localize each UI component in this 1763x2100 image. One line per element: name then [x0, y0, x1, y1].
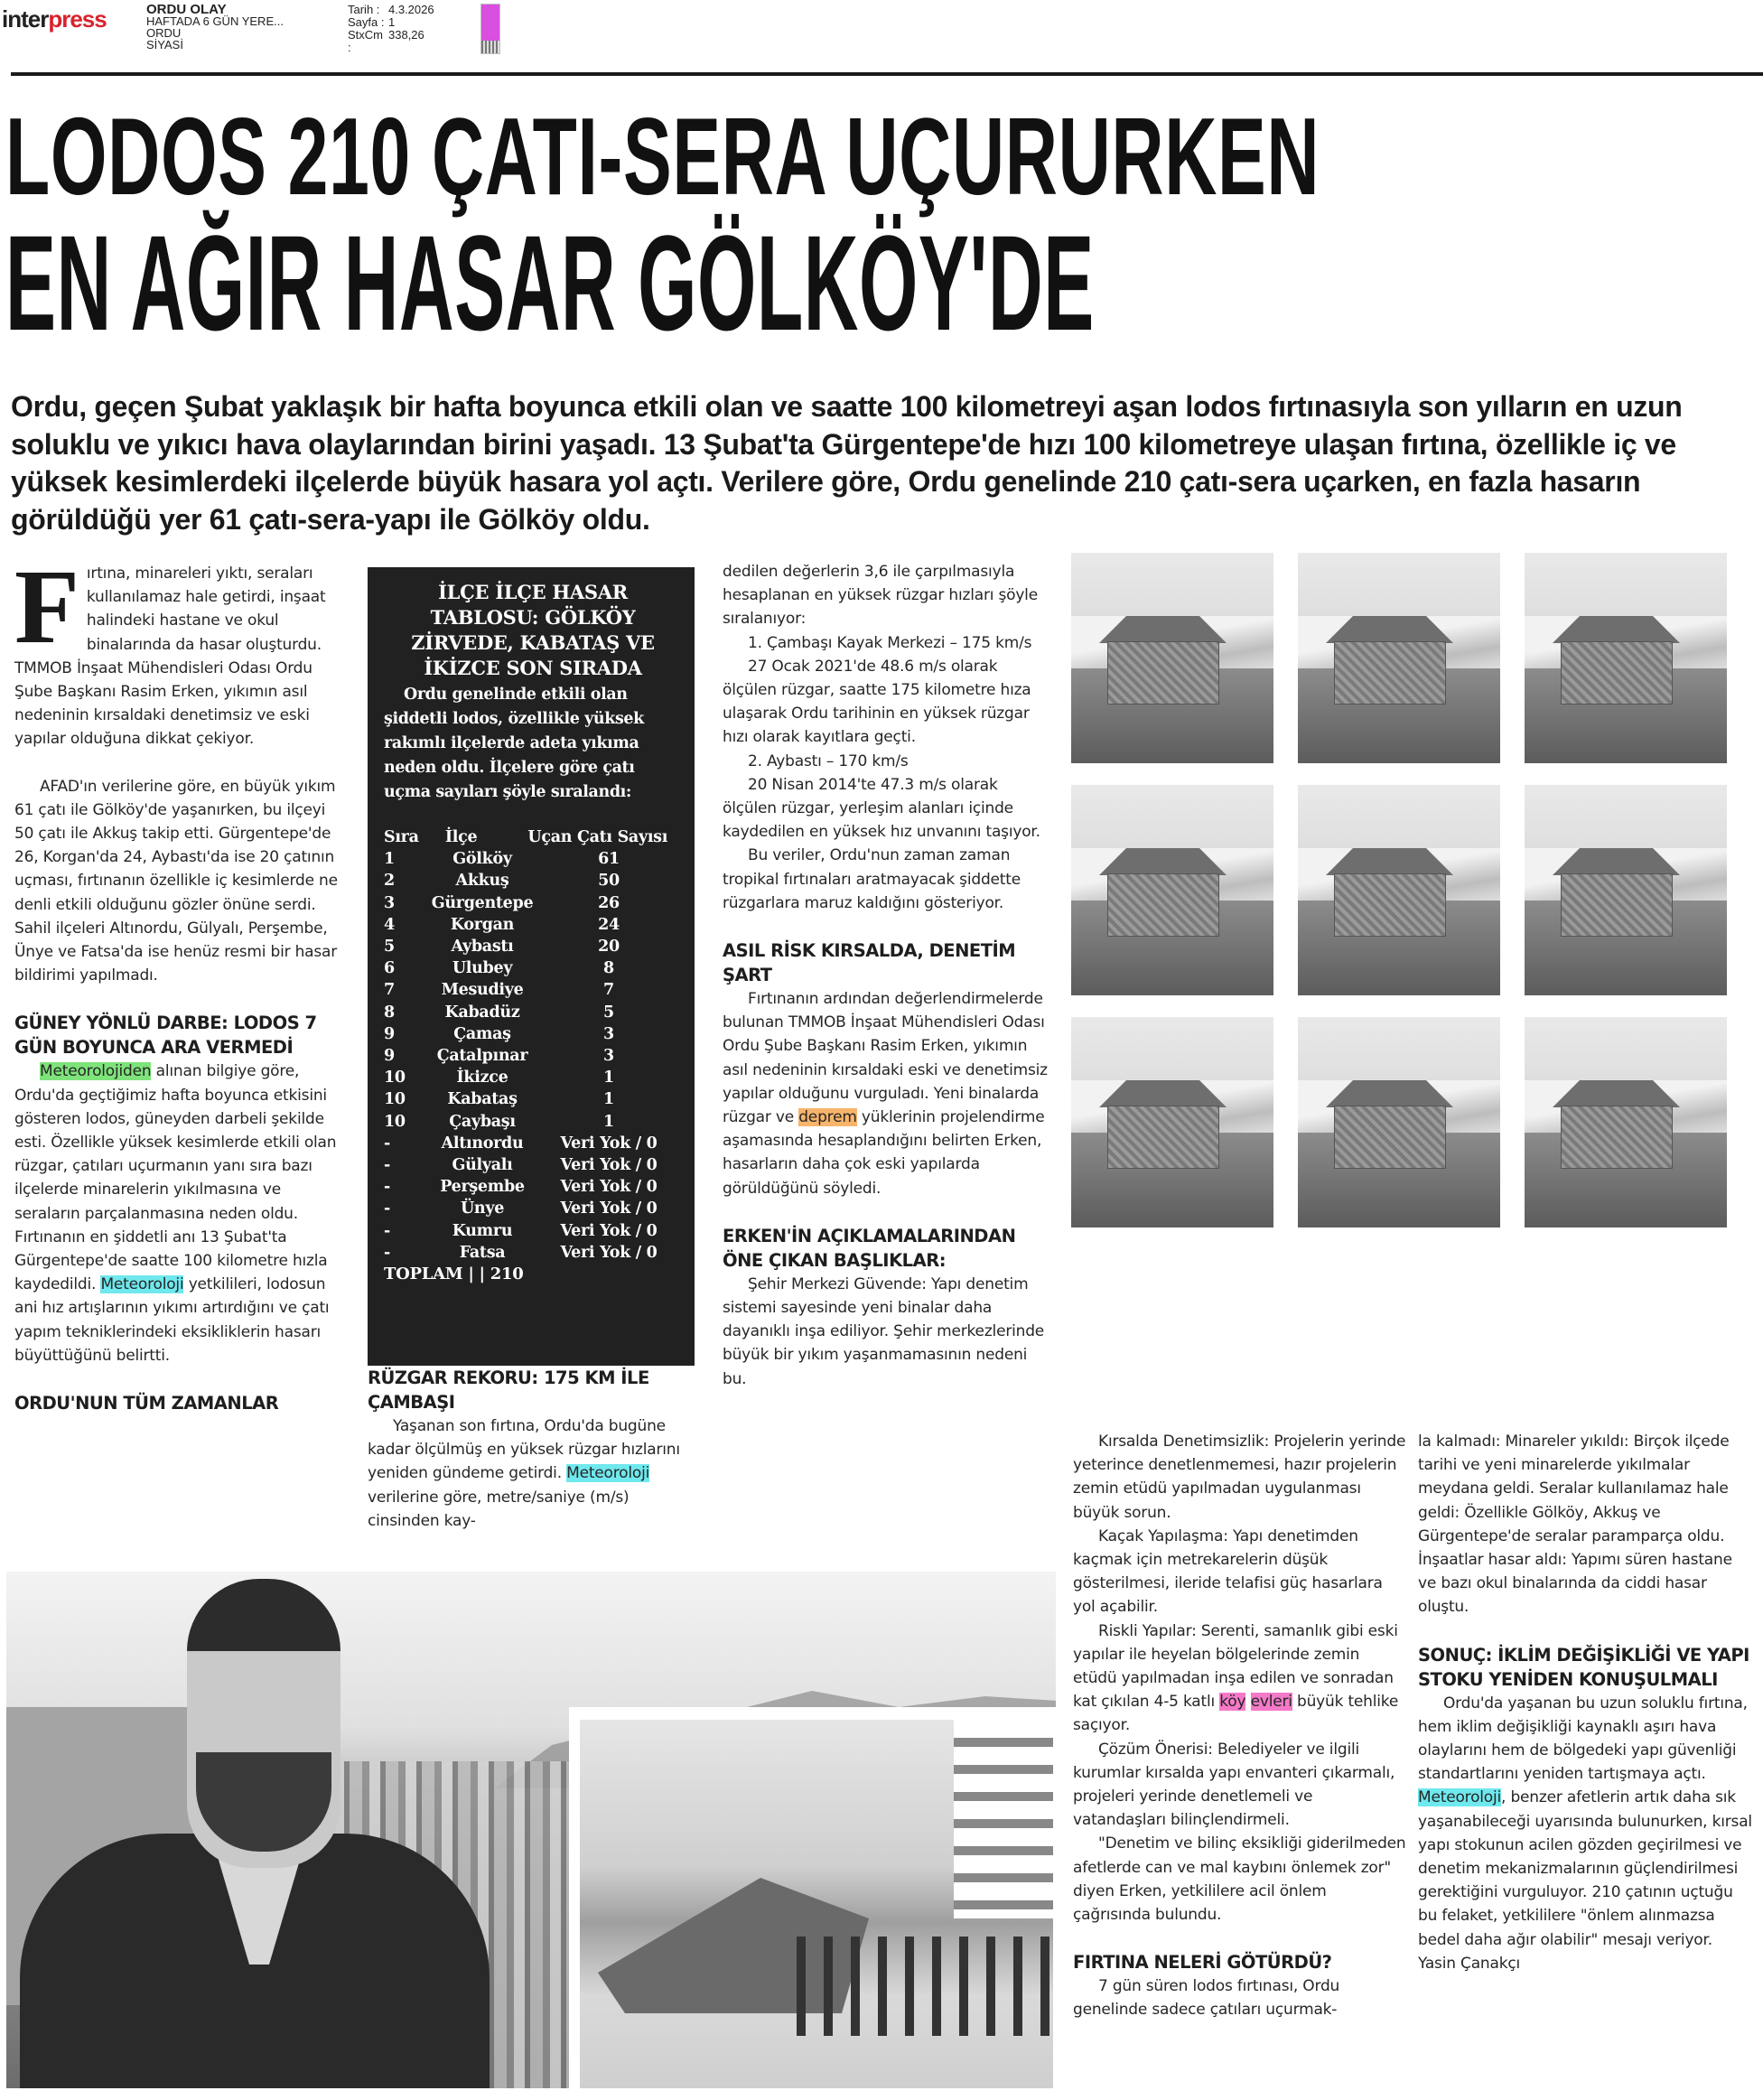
page-value: 1 [388, 15, 396, 29]
clip-meta [348, 4, 434, 54]
district-cell: Çamaş [453, 1024, 511, 1043]
district-cell: Gülyalı [452, 1156, 513, 1175]
damage-table-row [384, 1023, 682, 1045]
highlight-meteoroloji: Meteoroloji [100, 1275, 184, 1294]
paragraph: Şehir Merkezi Güvende: Yapı denetim sistemi sayesinde yeni binalar daha dayanıklı inşa ediliyor. Şehir merkezlerinde büyük bir yıkım yaşanmamasının nedeni bu. [723, 1274, 1045, 1388]
column-5 [1418, 1430, 1752, 1975]
paragraph: 20 Nisan 2014'te 47.3 m/s olarak ölçülen rüzgar, yerleşim alanları içinde kaydedilen en yüksek hız unvanını taşıyor. [723, 775, 1040, 842]
damage-table-total: TOPLAM | | 210 [384, 1265, 524, 1284]
district-cell: Kabadüz [444, 1003, 520, 1022]
clipping-header [0, 0, 1763, 72]
damage-table-row [384, 914, 682, 936]
subheading: FIRTINA NELERİ GÖTÜRDÜ? [1073, 1952, 1332, 1974]
damage-table-row [384, 1198, 682, 1219]
district-cell: Fatsa [459, 1243, 506, 1262]
count-cell: 26 [598, 893, 620, 912]
count-cell: 61 [598, 850, 620, 869]
rank-cell: 1 [384, 850, 395, 869]
district-cell: Kumru [452, 1221, 513, 1240]
photo-destroyed-village-house-snow [1298, 553, 1500, 763]
col-header-count: Uçan Çatı Sayısı [527, 828, 668, 846]
col-header-district: İlçe [444, 828, 478, 846]
paragraph: Riskli Yapılar: Serenti, samanlık gibi eski yapılar ile heyelan bölgelerinde zemin etüdü yapılmadan inşa edilen ve sonradan kat çıkılan 4-5 katlı köy evleri büyük tehlike saçıyor. [1073, 1621, 1399, 1735]
paragraph: Meteorolojiden alınan bilgiye göre, Ordu'da geçtiğimiz hafta boyunca etkisini gösteren lodos, güneyden darbeli şekilde esti. Özellikle yüksek kesimlerde etkili olan rüzgar, çatıları uçurmanın yanı sıra bazı ilçelerde minarelerin yıkılmasına ve seraların parçalanmasına neden oldu. Fırtınanın en şiddetli anı 13 Şubat'ta Gürgentepe'de saatte 100 kilometre hızla kaydedildi. Meteoroloji yetkilileri, lodosun ani hız artışlarının yıkımı artırdığını ve çatı yapım tekniklerindeki eksikliklerin hasarı büyüttüğünü belirtti. [14, 1062, 337, 1365]
paragraph: Kaçak Yapılaşma: Yapı denetimden kaçmak için metrekarelerin düşük gösterilmesi, ileride telafisi güç hasarlara yol açabilir. [1073, 1526, 1383, 1617]
rank-cell: 9 [384, 1024, 395, 1043]
damage-table-row [384, 1002, 682, 1023]
publication-name: ORDU OLAY [146, 2, 227, 17]
record-item-1: 1. Çambaşı Kayak Merkezi – 175 km/s [748, 633, 1032, 652]
paragraph: Fırtınanın ardından değerlendirmelerde bulunan TMMOB İnşaat Mühendisleri Odası Ordu Şube Başkanı Rasim Erken, yıkımın asıl nedeninin kırsaldaki eski ve denetimsiz yapılar olduğunu vurguladı. Yeni binalarda rüzgar ve deprem yüklerinin projelendirme aşamasında hesaplandığını belirten Erken, hasarların daha çok eski yapılarda görüldüğünü söyledi. [723, 990, 1048, 1198]
damage-table-row [384, 979, 682, 1001]
rank-cell: - [384, 1134, 390, 1153]
rank-cell: 9 [384, 1047, 395, 1066]
paragraph: Çözüm Önerisi: Belediyeler ve ilgili kurumlar kırsalda yapı envanteri çıkarmalı, projeleri yerinde denetlemeli ve vatandaşları bilinçlendirmeli. [1073, 1740, 1395, 1830]
district-cell: Mesudiye [441, 981, 524, 1000]
count-cell: 1 [603, 1090, 614, 1109]
publication-info [146, 4, 284, 51]
photo-stone-house-roof-torn [1071, 785, 1273, 995]
paragraph: dedilen değerlerin 3,6 ile çarpılmasıyla hesaplanan en yüksek rüzgar hızları şöyle sıralanıyor: [723, 563, 1038, 629]
highlight-meteoroloji: Meteoroloji [1418, 1788, 1502, 1807]
paragraph: "Denetim ve bilinç eksikliği giderilmeden afetlerde can ve mal kaybını önlemek zor" diyen Erken, yetkililere acil önlem çağrısında bulundu. [1073, 1834, 1406, 1925]
paragraph: 7 gün süren lodos fırtınası, Ordu genelinde sadece çatıları uçurmak- [1073, 1977, 1340, 2020]
photo-collapsed-barn-in-valley [1298, 785, 1500, 995]
paragraph: AFAD'ın verilerine göre, en büyük yıkım 61 çatı ile Gölköy'de yaşanırken, bu ilçeyi 50 çatı ile Akkuş takip etti. Gürgentepe'de 26, Korgan'da 24, Aybastı'da ise 20 çatının uçması, fırtınanın özellikle iç kesimlerde ne denli etkili olduğunu gözler önüne serdi. Sahil ilçeleri Altınordu, Gülyalı, Perşembe, Ünye ve Fatsa'da ise henüz resmi bir hasar bildirimi yapılmadı. [14, 777, 338, 985]
subheading: GÜNEY YÖNLÜ DARBE: LODOS 7 GÜN BOYUNCA ARA VERMEDİ [14, 1013, 317, 1059]
rank-cell: - [384, 1243, 390, 1262]
damage-table [384, 826, 682, 1285]
record-item-2: 2. Aybastı – 170 km/s [748, 751, 909, 770]
inset-photo-collapsed-roof [569, 1707, 1062, 2088]
headline [5, 93, 1758, 359]
damage-table-row [384, 892, 682, 914]
paragraph: Fırtına, minareleri yıktı, seraları kullanılamaz hale getirdi, inşaat halindeki hastane ve okul binalarında da hasar oluşturdu. TMMOB İnşaat Mühendisleri Odası Ordu Şube Başkanı Rasim Erken, yıkımın asıl nedeninin kırsaldaki denetimsiz ve eski yapılar olduğuna dikkat çekiyor. [14, 547, 326, 749]
district-cell: Kabataş [447, 1090, 518, 1109]
paragraph: Yaşanan son fırtına, Ordu'da bugüne kadar ölçülmüş en yüksek rüzgar hızlarını yeniden gündeme getirdi. Meteoroloji verilerine göre, metre/saniye (m/s) cinsinden kay- [368, 1417, 680, 1530]
photo-house-with-exposed-roof-frame [1525, 785, 1727, 995]
count-cell: Veri Yok / 0 [560, 1134, 658, 1153]
damage-table-row [384, 1045, 682, 1067]
damage-table-box [368, 567, 695, 1366]
page-thumbnail[interactable] [480, 4, 500, 54]
count-cell: 8 [603, 959, 614, 978]
lead-paragraph: Ordu, geçen Şubat yaklaşık bir hafta boyunca etkili olan ve saatte 100 kilometreyi aşan lodos fırtınasıyla son yılların en uzun soluklu ve yıkıcı hava olaylarından birini yaşadı. 13 Şubat'ta Gürgentepe'de hızı 100 kilometreye ulaşan fırtına, özellikle iç ve yüksek kesimlerdeki ilçelerde büyük hasara yol açtı. Verilere göre, Ordu genelinde 210 çatı-sera uçarken, en fazla hasarın görüldüğü yer 61 çatı-sera-yapı ile Gölköy oldu. [11, 390, 1683, 536]
rank-cell: 10 [384, 1112, 406, 1131]
district-cell: Ulubey [452, 959, 513, 978]
subheading: SONUÇ: İKLİM DEĞİŞİKLİĞİ VE YAPI STOKU YENİDEN KONUŞULMALI [1418, 1644, 1749, 1690]
drop-cap: F [14, 547, 79, 666]
damage-table-title: İLÇE İLÇE HASAR TABLOSU: GÖLKÖY ZİRVEDE, KABATAŞ VE İKİZCE SON SIRADA [411, 581, 655, 679]
subheading: ERKEN'İN AÇIKLAMALARINDAN ÖNE ÇIKAN BAŞLIKLAR: [723, 1225, 1016, 1271]
column-3 [723, 560, 1053, 1391]
paragraph: 27 Ocak 2021'de 48.6 m/s olarak ölçülen rüzgar, saatte 175 kilometre hıza ulaşarak Ordu tarihinin en yüksek rüzgar hızı olarak kayıtlara geçti. [723, 657, 1031, 747]
photo-destroyed-village-house-snow-duplicate [1525, 553, 1727, 763]
photo-white-house-on-snowy-field [1298, 1017, 1500, 1227]
count-cell: Veri Yok / 0 [560, 1156, 658, 1175]
rank-cell: 10 [384, 1090, 406, 1109]
subheading: ORDU'NUN TÜM ZAMANLAR [14, 1393, 279, 1414]
headline-line-2: EN AĞIR HASAR GÖLKÖY'DE [5, 207, 1095, 359]
photo-person [15, 1572, 494, 2088]
damage-table-row [384, 1133, 682, 1154]
damage-table-row [384, 1176, 682, 1198]
rank-cell: 7 [384, 981, 395, 1000]
district-cell: Çaybaşı [449, 1112, 516, 1131]
header-rule [11, 72, 1763, 76]
damage-table-row [384, 870, 682, 891]
headline-line-1: LODOS 210 ÇATI-SERA UÇURURKEN [5, 95, 1320, 218]
damage-table-row [384, 936, 682, 957]
interpress-logo: interpress [2, 5, 107, 33]
damage-table-row [384, 1088, 682, 1110]
highlight-deprem: deprem [798, 1108, 857, 1127]
paragraph: Kırsalda Denetimsizlik: Projelerin yerinde yeterince denetlenmemesi, hazır projelerin zemin etüdü yapılmadan uygulanması büyük sorun. [1073, 1433, 1406, 1522]
count-cell: 1 [603, 1112, 614, 1131]
count-cell: 24 [598, 915, 620, 934]
rank-cell: 10 [384, 1069, 406, 1087]
district-cell: Çatalpınar [436, 1047, 528, 1066]
rank-cell: 6 [384, 959, 395, 978]
rank-cell: - [384, 1221, 390, 1240]
count-cell: Veri Yok / 0 [560, 1221, 658, 1240]
photo-stone-house-damaged-roof-chimney [1525, 1017, 1727, 1227]
count-cell: Veri Yok / 0 [560, 1243, 658, 1262]
rank-cell: 8 [384, 1003, 395, 1022]
stxcm-label: StxCm : [348, 28, 383, 54]
photo-roof-damaged-stone-house [1071, 553, 1273, 763]
count-cell: 1 [603, 1069, 614, 1087]
district-cell: Korgan [450, 915, 515, 934]
rank-cell: 4 [384, 915, 395, 934]
paragraph: Bu veriler, Ordu'nun zaman zaman tropikal fırtınaları aratmayacak şiddette rüzgarlara maruz kaldığını gösteriyor. [723, 846, 1021, 912]
damage-table-row [384, 1220, 682, 1242]
column-2-bottom [368, 1366, 702, 1533]
count-cell: 7 [603, 981, 614, 1000]
rank-cell: - [384, 1156, 390, 1175]
damage-table-row [384, 848, 682, 870]
stxcm-value: 338,26 [388, 28, 424, 42]
district-cell: Akkuş [455, 872, 509, 891]
damage-table-row [384, 1067, 682, 1088]
count-cell: 3 [603, 1047, 614, 1066]
paragraph: la kalmadı: Minareler yıkıldı: Birçok ilçede tarihi ve yeni minarelerde yıkılmalar meydana geldi. Seralar kullanılamaz hale geldi: Özellikle Gölköy, Akkuş ve Gürgentepe'de seralar paramparça oldu. İnşaatlar hasar aldı: Yapımı süren hastane ve bazı okul binalarında da ciddi hasar oluştu. [1418, 1433, 1732, 1617]
damage-table-row [384, 1111, 682, 1133]
count-cell: 5 [603, 1003, 614, 1022]
district-cell: Gürgentepe [431, 893, 534, 912]
district-cell: Perşembe [440, 1178, 525, 1197]
rank-cell: - [384, 1178, 390, 1197]
damage-table-row [384, 1242, 682, 1264]
district-cell: Gölköy [452, 850, 512, 869]
rank-cell: - [384, 1199, 390, 1218]
paragraph: Ordu'da yaşanan bu uzun soluklu fırtına, hem iklim değişikliği kaynaklı aşırı hava olaylarını hem de bölgedeki yapı güvenliği standartlarını yeniden tartışmaya açtı. Meteoroloji, benzer afetlerin artık daha sık yaşanabileceği uyarısında bulunurken, kırsal yapı stokunun acilen gözden geçirilmesi ve denetim mekanizmalarının güçlendirilmesi gerektiğini vurguluyor. 210 çatının uçtuğu bu felaket, yetkililere "önlem alınmazsa bedel daha ağır olabilir" mesajı veriyor. Yasin Çanakçı [1418, 1694, 1752, 1973]
subheading: RÜZGAR REKORU: 175 KM İLE ÇAMBAŞI [368, 1367, 649, 1413]
rank-cell: 5 [384, 938, 395, 957]
column-4 [1073, 1430, 1407, 2022]
count-cell: Veri Yok / 0 [560, 1199, 658, 1218]
date-value: 4.3.2026 [388, 3, 434, 16]
date-label: Tarih : [348, 3, 380, 16]
count-cell: 50 [598, 872, 620, 891]
district-cell: Ünye [460, 1199, 505, 1218]
damage-table-header [384, 826, 682, 848]
clip-headline: HAFTADA 6 GÜN YERE... [146, 14, 284, 28]
col-header-rank: Sıra [384, 828, 419, 846]
highlight-meteorolojiden: Meteorolojiden [40, 1062, 152, 1081]
rank-cell: 2 [384, 872, 395, 891]
thumbnail-text-area [481, 41, 499, 53]
subheading: ASIL RİSK KIRSALDA, DENETİM ŞART [723, 940, 1016, 986]
clip-category: SİYASİ [146, 38, 183, 51]
highlight-koy: köy [1219, 1693, 1246, 1712]
highlight-meteoroloji: Meteoroloji [566, 1464, 650, 1483]
count-cell: 3 [603, 1024, 614, 1043]
count-cell: Veri Yok / 0 [560, 1178, 658, 1197]
clip-city: ORDU [146, 26, 182, 40]
damage-table-row [384, 1154, 682, 1176]
damage-table-row [384, 957, 682, 979]
column-1 [14, 547, 341, 1415]
district-cell: Aybastı [451, 938, 514, 957]
photo-debris-pile-forest [1071, 1017, 1273, 1227]
count-cell: 20 [598, 938, 620, 957]
highlight-evleri: evleri [1250, 1693, 1292, 1712]
damage-table-intro: Ordu genelinde etkili olan şiddetli lodos, özellikle yüksek rakımlı ilçelerde adeta yıkıma neden oldu. İlçelere göre çatı uçma sayıları şöyle sıralandı: [384, 686, 644, 801]
district-cell: Altınordu [441, 1134, 524, 1153]
page-label: Sayfa : [348, 15, 385, 29]
district-cell: İkizce [456, 1069, 508, 1087]
rank-cell: 3 [384, 893, 395, 912]
